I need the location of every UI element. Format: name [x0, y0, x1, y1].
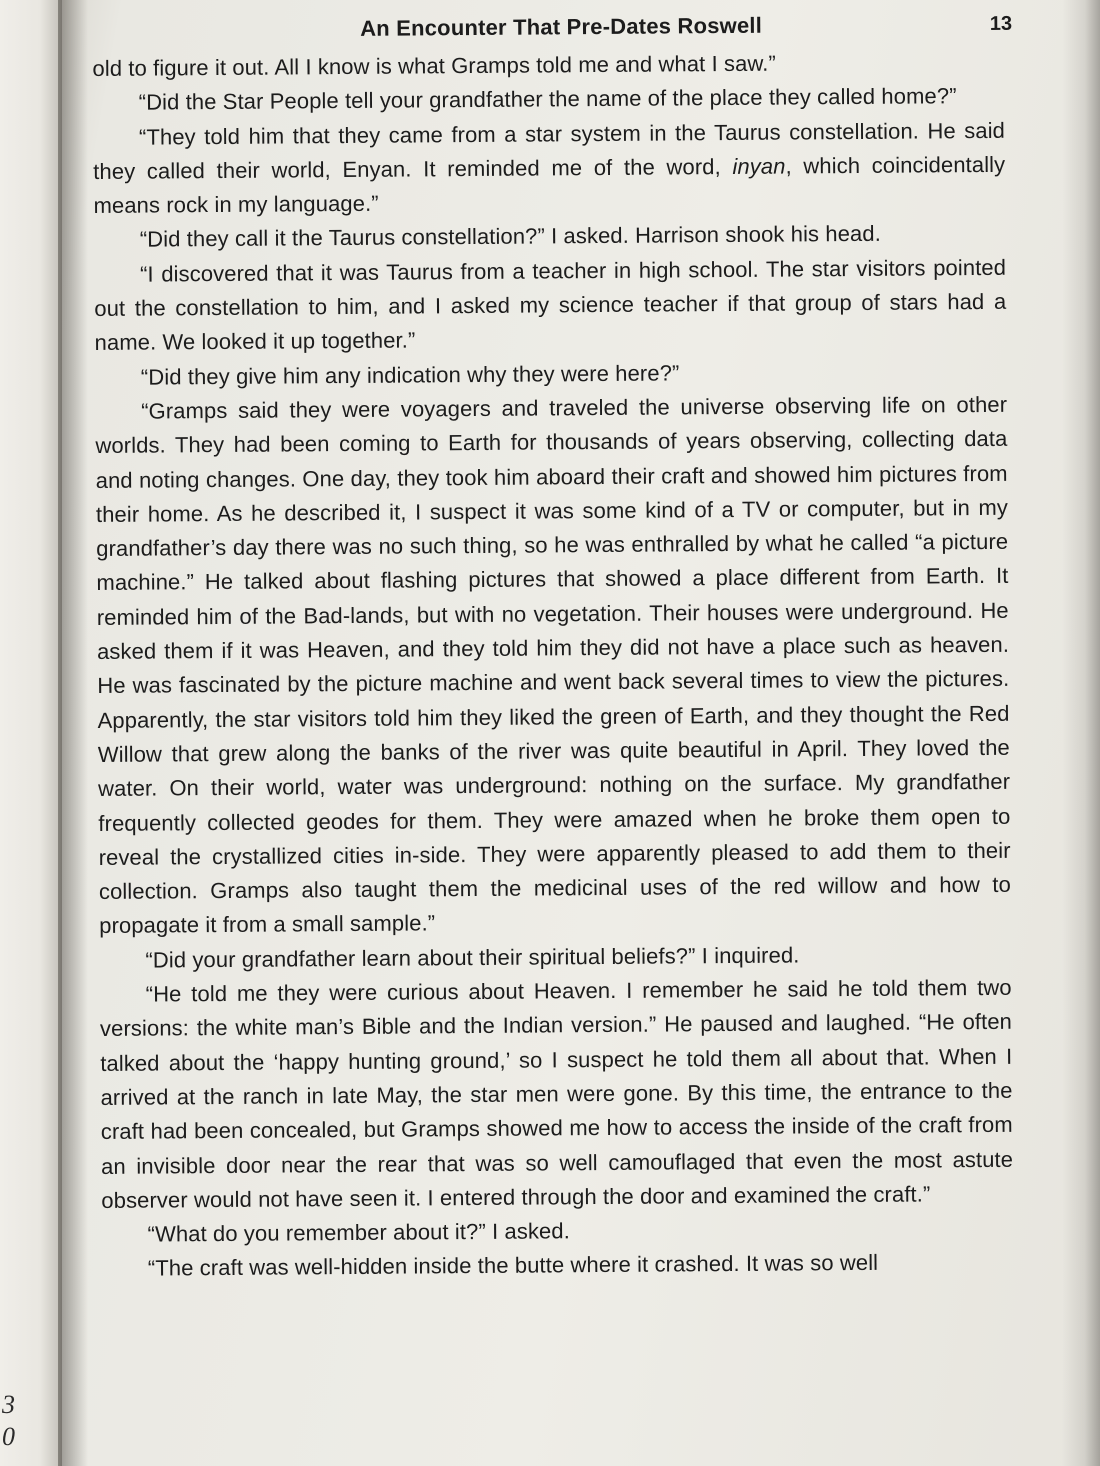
paragraph-text: “They told him that they came from a star system in the Taurus constellation. He said they called their world, Enyan. It reminded me of the word, — [93, 117, 1006, 184]
paragraph: “Did your grandfather learn about their spiritual beliefs?” I inquired. — [145, 942, 800, 973]
paragraph — [93, 113, 1006, 223]
body-text — [92, 45, 1014, 1287]
chapter-title: An Encounter That Pre-Dates Roswell — [360, 12, 763, 41]
paragraph: old to figure it out. All I know is what Gramps told me and what I saw.” — [92, 50, 776, 81]
paragraph: “What do you remember about it?” I asked. — [147, 1218, 570, 1247]
page-edge-shadow — [1062, 0, 1100, 1466]
paragraph: “Did they call it the Taurus constellation?” I asked. Harrison shook his head. — [139, 221, 881, 253]
gutter-shadow — [58, 0, 88, 1466]
left-page-fragment: 0 — [2, 1422, 15, 1451]
italic-word: inyan — [732, 153, 786, 179]
paragraph: “I discovered that it was Taurus from a teacher in high school. The star visitors pointed out the constellation to him, and I asked my science teacher if that group of stars had a name. We looked it up together.” — [94, 254, 1007, 356]
paragraph: “Did they give him any indication why they were here?” — [140, 360, 680, 390]
left-page-edge — [0, 0, 62, 1466]
paragraph-text: , which coincidentally means rock in my language.” — [93, 151, 1006, 219]
page-content — [92, 5, 1014, 1287]
page-number: 13 — [989, 12, 1013, 35]
paragraph: “The craft was well-hidden inside the butte where it crashed. It was so well — [147, 1250, 879, 1281]
left-page-fragment: 3 — [2, 1390, 15, 1419]
paragraph: “Gramps said they were voyagers and traveled the universe observing life on other worlds. They had been coming to Earth for thousands of years observing, collecting data and noting changes. One day, they took him aboard their craft and showed him pictures from their home. As he described it, I suspect it was some kind of a TV or computer, but in my grandfather’s day there was no such thing, so he was enthralled by what he called “a picture machine.” He talked about flashing pictures that showed a place different from Earth. It reminded him of the Bad-lands, but with no vegetation. Their houses were underground. He asked them if it was Heaven, and they told him they did not have a place such as heaven. He was fascinated by the picture machine and went back several times to view the pictures. Apparently, the star visitors told him they liked the green of Earth, and they thought the Red Willow that grew along the banks of the river was quite beautiful in April. They loved the water. On their world, water was underground: nothing on the surface. My grandfather frequently collected geodes for them. They were amazed when he broke them open to reveal the crystallized cities in-side. They were apparently pleased to add them to their collection. Gramps also taught them the medicinal uses of the red willow and how to propagate it from a small sample.” — [95, 391, 1011, 939]
running-head — [92, 5, 1013, 52]
paragraph: “Did the Star People tell your grandfather the name of the place they called home?” — [138, 83, 957, 115]
paragraph: “He told me they were curious about Heaven. I remember he said he told them two versions: the white man’s Bible and the Indian version.” He paused and laughed. “He often talked about the ‘happy hunting ground,’ so I suspect he told them all about that. When I arrived at the ranch in late May, the star men were gone. By this time, the entrance to the craft had been concealed, but Gramps showed me how to access the inside of the craft from an invisible door near the rear that was so well camouflaged that even the most astute observer would not have seen it. I entered through the door and examined the craft.” — [99, 974, 1014, 1213]
